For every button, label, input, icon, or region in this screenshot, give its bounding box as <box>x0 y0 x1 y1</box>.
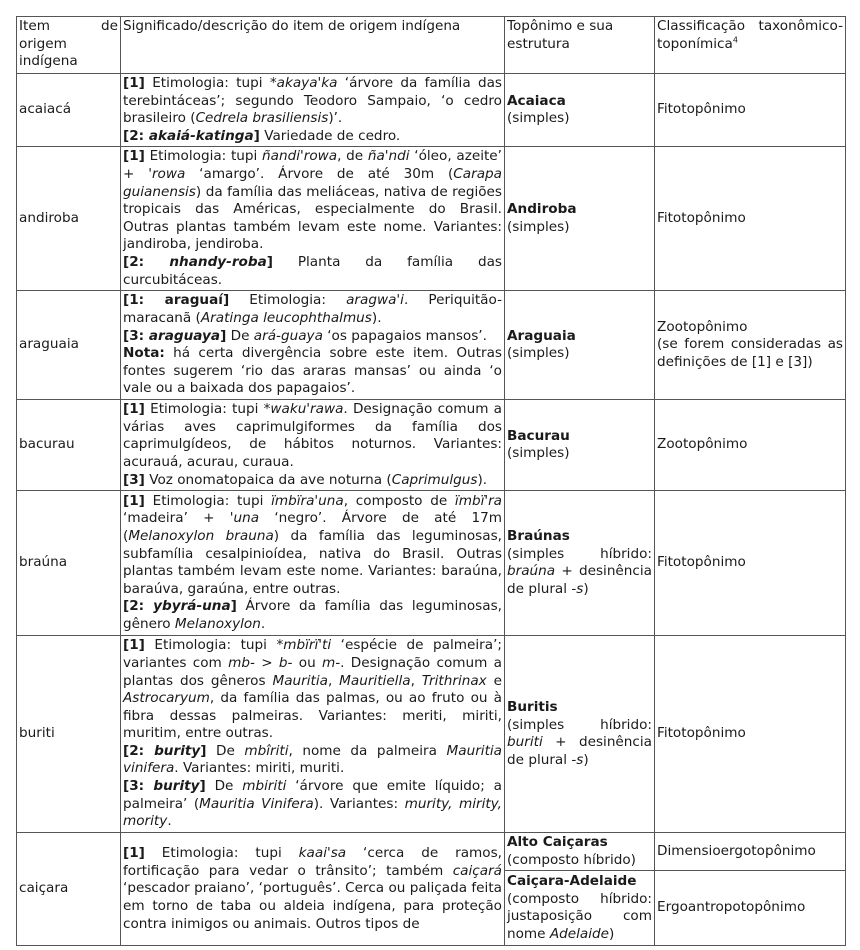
text-run: (simples híbrido: <box>507 716 652 733</box>
text-run: [1] <box>123 637 145 654</box>
text-run: ñandi'rowa <box>262 148 338 165</box>
text-run: ‘cerca de ramos, fortificação para vedar o trânsito’; também <box>123 845 502 879</box>
text-run: [3: <box>123 778 154 795</box>
text-run: Mauritia Vinifera <box>199 795 314 812</box>
toponym-name: Andiroba <box>507 201 577 218</box>
toponym-structure <box>507 717 652 770</box>
toponym-name: Braúnas <box>507 527 570 544</box>
text-run: ] <box>230 598 237 615</box>
text-run: 'rowa <box>148 165 186 182</box>
text-run: (composto híbrido: justaposição com nome <box>507 890 652 942</box>
item-cell: andiroba <box>17 147 121 291</box>
text-run: Nota: <box>123 345 165 362</box>
description-cell <box>121 491 505 636</box>
text-run: ] <box>266 253 273 270</box>
classification-name: Zootopônimo <box>657 318 748 335</box>
classification-name: Zootopônimo <box>657 436 748 453</box>
item-cell: caiçara <box>17 833 121 946</box>
table-row <box>17 147 846 291</box>
text-run: ará-guaya <box>253 327 323 344</box>
toponym-name: Buritis <box>507 698 558 715</box>
text-run: mbîriti <box>244 742 289 759</box>
toponym-name: Caiçara-Adelaide <box>507 873 637 890</box>
toponym-cell <box>505 871 655 946</box>
text-run: caiçará <box>452 862 502 879</box>
classification-cell <box>655 291 846 400</box>
text-run: Etimologia: tupi <box>144 637 277 654</box>
classification-cell <box>655 400 846 491</box>
text-run: braúna <box>507 563 556 580</box>
header-item: Item de origem indígena <box>17 17 121 74</box>
classification-cell <box>655 74 846 147</box>
description-paragraph <box>123 148 502 254</box>
text-run: Astrocaryum <box>123 690 210 707</box>
classification-note: (se forem consideradas as definições de [1] e [3]) <box>657 336 843 370</box>
toponym-cell <box>505 491 655 636</box>
text-run: Cedrela brasiliensis <box>195 110 329 127</box>
text-run: . Designação comum a plantas dos gêneros <box>123 654 502 689</box>
text-run: Carapa guianensis <box>123 165 502 200</box>
description-paragraph <box>123 401 502 471</box>
text-run: mbiriti <box>242 778 287 795</box>
text-run: e <box>486 672 502 689</box>
text-run: [2: <box>123 127 149 144</box>
description-cell <box>121 636 505 833</box>
text-run: ] <box>199 778 206 795</box>
toponym-structure: (simples) <box>507 445 570 462</box>
text-run: ou <box>292 654 322 671</box>
text-run: akaiá-katinga <box>148 127 254 144</box>
text-run: m- <box>322 654 341 671</box>
text-run: ‘amargo’. Árvore de até 30m ( <box>185 165 454 182</box>
toponym-cell <box>505 74 655 147</box>
toponym-name: Araguaia <box>507 327 576 344</box>
text-run: Trithrinax <box>421 672 487 689</box>
classification-cell <box>655 147 846 291</box>
text-run: , de <box>337 148 368 165</box>
text-run: Etimologia: <box>229 292 347 309</box>
text-run: s <box>576 580 584 597</box>
classification-cell: Dimensioergotopônimo <box>655 833 846 871</box>
text-run: [3: <box>123 327 149 344</box>
text-run: ‘espécie de palmeira’; variantes com <box>123 637 502 671</box>
text-run: ) <box>609 925 615 942</box>
text-run: Caprimulgus <box>391 471 478 488</box>
text-run: , <box>327 672 340 689</box>
description-paragraph <box>123 254 502 289</box>
text-run: Árvore da família das leguminosas, gênero <box>123 598 502 632</box>
description-cell <box>121 400 505 491</box>
header-classification-text: Classificação taxonômico-toponímica <box>657 18 843 52</box>
header-toponym: Topônimo e sua estrutura <box>505 17 655 74</box>
toponym-structure: (simples) <box>507 345 570 362</box>
text-run: [1] <box>123 401 145 418</box>
description-cell <box>121 74 505 147</box>
table-row <box>17 74 846 147</box>
text-run: )’. <box>328 110 343 127</box>
classification-name: Fitotopônimo <box>657 101 746 118</box>
item-cell: bacurau <box>17 400 121 491</box>
text-run: s <box>576 751 584 768</box>
text-run: Aratinga leucophthalmus <box>200 309 372 326</box>
text-run: , composto de <box>343 492 455 509</box>
description-cell <box>121 833 505 946</box>
toponym-structure: (simples) <box>507 110 570 127</box>
description-cell <box>121 291 505 400</box>
text-run: ] <box>253 127 260 144</box>
text-run: ) <box>583 580 589 597</box>
text-run: ybyrá-una <box>153 598 231 615</box>
toponym-cell <box>505 636 655 833</box>
text-run: [1: araguaí] <box>123 292 230 309</box>
text-run: ‘pescador praiano’, ‘português’. Cerca ou paliçada feita em torno de taba ou aldeia indígena, para proteção contra inimigos ou animais. Outros tipos de <box>123 880 502 932</box>
item-cell: araguaia <box>17 291 121 400</box>
description-cell <box>121 147 505 291</box>
text-run: ] <box>220 327 227 344</box>
text-run: . <box>167 813 172 830</box>
text-run: waku'rawa <box>270 401 344 418</box>
toponym-structure: (simples) <box>507 218 570 235</box>
toponym-name: Alto Caiçaras <box>507 834 608 851</box>
text-run: burity <box>153 778 200 795</box>
text-run: aragwa'i <box>346 292 404 309</box>
text-run: nhandy-roba <box>169 253 267 270</box>
text-run: Melanoxylon <box>174 615 261 632</box>
text-run: mb- <box>228 654 255 671</box>
text-run: ] <box>200 742 207 759</box>
text-run: b- <box>278 654 293 671</box>
table-row <box>17 400 846 491</box>
text-run: , da família das palmas, ou ao fruto ou à fibra dessas palmeiras. Variantes: meriti, miriti, muritim, entre outras. <box>123 690 502 742</box>
toponym-structure <box>507 891 652 944</box>
text-run: ïmbï'ra <box>454 492 503 509</box>
description-paragraph <box>123 637 502 743</box>
description-paragraph <box>123 845 502 933</box>
text-run: ). Variantes: <box>313 795 405 812</box>
description-paragraph <box>123 128 502 146</box>
text-run: ‘árvore que emite líquido; a palmeira’ ( <box>123 778 502 812</box>
toponym-structure: (composto híbrido) <box>507 851 636 868</box>
text-run: *mbïrï'ti <box>276 637 332 654</box>
toponym-structure <box>507 546 652 599</box>
text-run: , nome da palmeira <box>288 742 447 759</box>
text-run: araguaya <box>148 327 221 344</box>
text-run: Planta da família das curcubitáceas. <box>123 253 502 288</box>
classification-cell <box>655 636 846 833</box>
footnote-marker: 4 <box>732 35 738 45</box>
description-paragraph <box>123 598 502 633</box>
text-run: akaya'ka <box>276 75 338 91</box>
description-paragraph <box>123 75 502 128</box>
header-row <box>17 17 846 74</box>
text-run: ). <box>477 471 488 488</box>
text-run: [2: <box>123 742 155 759</box>
toponym-name: Acaiaca <box>507 92 566 109</box>
text-run: Voz onomatopaica da ave noturna ( <box>144 471 392 488</box>
text-run: Etimologia: tupi * <box>144 401 271 418</box>
toponym-table <box>16 16 846 946</box>
description-paragraph <box>123 472 502 490</box>
text-run: Mauritia vinifera <box>123 742 503 777</box>
table-row <box>17 291 846 400</box>
text-run: [1] <box>123 148 145 165</box>
text-run: [3] <box>123 471 145 488</box>
text-run: buriti <box>507 734 543 751</box>
classification-name: Fitotopônimo <box>657 554 746 571</box>
text-run: ‘negro’. Árvore de até 17m ( <box>123 510 502 544</box>
text-run: , <box>410 672 422 689</box>
text-run: ). <box>371 309 382 326</box>
text-run: . Variantes: miriti, muriti. <box>174 760 345 777</box>
toponym-name: Bacurau <box>507 427 570 444</box>
text-run: ) da família das meliáceas, nativa de regiões tropicais das Américas, especialmente do Brasil. Outras plantas também levam este nome. Variantes: jandiroba, jendiroba. <box>123 183 502 253</box>
text-run: ) da família das leguminosas, subfamília cesalpinioídea, nativa do Brasil. Outras plantas também levam este nome. Variantes: baraúna, baraúva, garaúna, entre outras. <box>123 527 502 597</box>
text-run: ïmbïra'una <box>271 492 344 509</box>
text-run: [2: <box>123 598 154 615</box>
text-run: . Periquitão-maracanã ( <box>123 292 502 326</box>
text-run: De <box>226 327 254 344</box>
toponym-cell <box>505 833 655 871</box>
toponym-cell <box>505 291 655 400</box>
text-run: Variedade de cedro. <box>259 127 401 144</box>
text-run: ‘madeira’ + <box>123 510 230 527</box>
text-run: (simples híbrido: <box>507 545 652 562</box>
header-classification <box>655 17 846 74</box>
table-row <box>17 833 846 871</box>
description-paragraph <box>123 345 502 398</box>
text-run: [1] <box>123 75 145 91</box>
text-run: ‘os papagaios mansos’. <box>322 327 487 344</box>
text-run: ‘óleo, azeite’ + <box>123 148 502 182</box>
item-cell: acaiacá <box>17 74 121 147</box>
description-paragraph <box>123 778 502 831</box>
text-run: Mauritia <box>272 672 328 689</box>
text-run: Melanoxylon brauna <box>128 527 274 544</box>
toponym-cell <box>505 147 655 291</box>
item-cell: buriti <box>17 636 121 833</box>
text-run: [1] <box>123 492 145 509</box>
item-cell: braúna <box>17 491 121 636</box>
text-run: [1] <box>123 845 145 862</box>
text-run: 'una <box>229 510 260 527</box>
classification-name: Fitotopônimo <box>657 209 746 226</box>
text-run: burity <box>154 742 201 759</box>
text-run: murity, mirity, mority <box>123 795 502 830</box>
description-paragraph <box>123 743 502 778</box>
text-run: . <box>260 615 266 632</box>
description-paragraph <box>123 493 502 599</box>
text-run: Etimologia: tupi <box>144 492 272 509</box>
text-run: De <box>205 778 243 795</box>
description-paragraph <box>123 328 502 346</box>
text-run: + desinência de plural - <box>507 563 652 597</box>
text-run: Adelaide <box>549 925 610 942</box>
header-meaning: Significado/descrição do item de origem indígena <box>121 17 505 74</box>
classification-name: Fitotopônimo <box>657 725 746 742</box>
text-run: ) <box>583 751 589 768</box>
text-run: De <box>206 742 245 759</box>
classification-cell <box>655 491 846 636</box>
table-row <box>17 491 846 636</box>
text-run: [2: <box>123 253 170 270</box>
text-run: > <box>254 654 279 671</box>
text-run: Etimologia: tupi * <box>144 75 277 91</box>
text-run: ña'ndi <box>367 148 410 165</box>
text-run: . Designação comum a várias aves caprimulgiformes da família dos caprimulgídeos, de hábitos noturnos. Variantes: acurauá, acurau, curaua. <box>123 401 503 470</box>
toponym-cell <box>505 400 655 491</box>
table-row <box>17 636 846 833</box>
text-run: Etimologia: tupi <box>144 845 299 862</box>
classification-cell: Ergoantropotopônimo <box>655 871 846 946</box>
text-run: Mauritiella <box>339 672 411 689</box>
text-run: Etimologia: tupi <box>144 148 263 165</box>
text-run: + desinência de plural - <box>507 734 652 768</box>
text-run: ‘árvore da família das terebintáceas’; segundo Teodoro Sampaio, ‘o cedro brasileiro ( <box>123 75 503 127</box>
description-paragraph <box>123 292 502 327</box>
text-run: há certa divergência sobre este item. Outras fontes sugerem ‘rio das araras mansas’ ou ainda ‘o vale ou a baixada dos papagaios’. <box>123 345 502 397</box>
text-run: kaai'sa <box>298 845 347 862</box>
